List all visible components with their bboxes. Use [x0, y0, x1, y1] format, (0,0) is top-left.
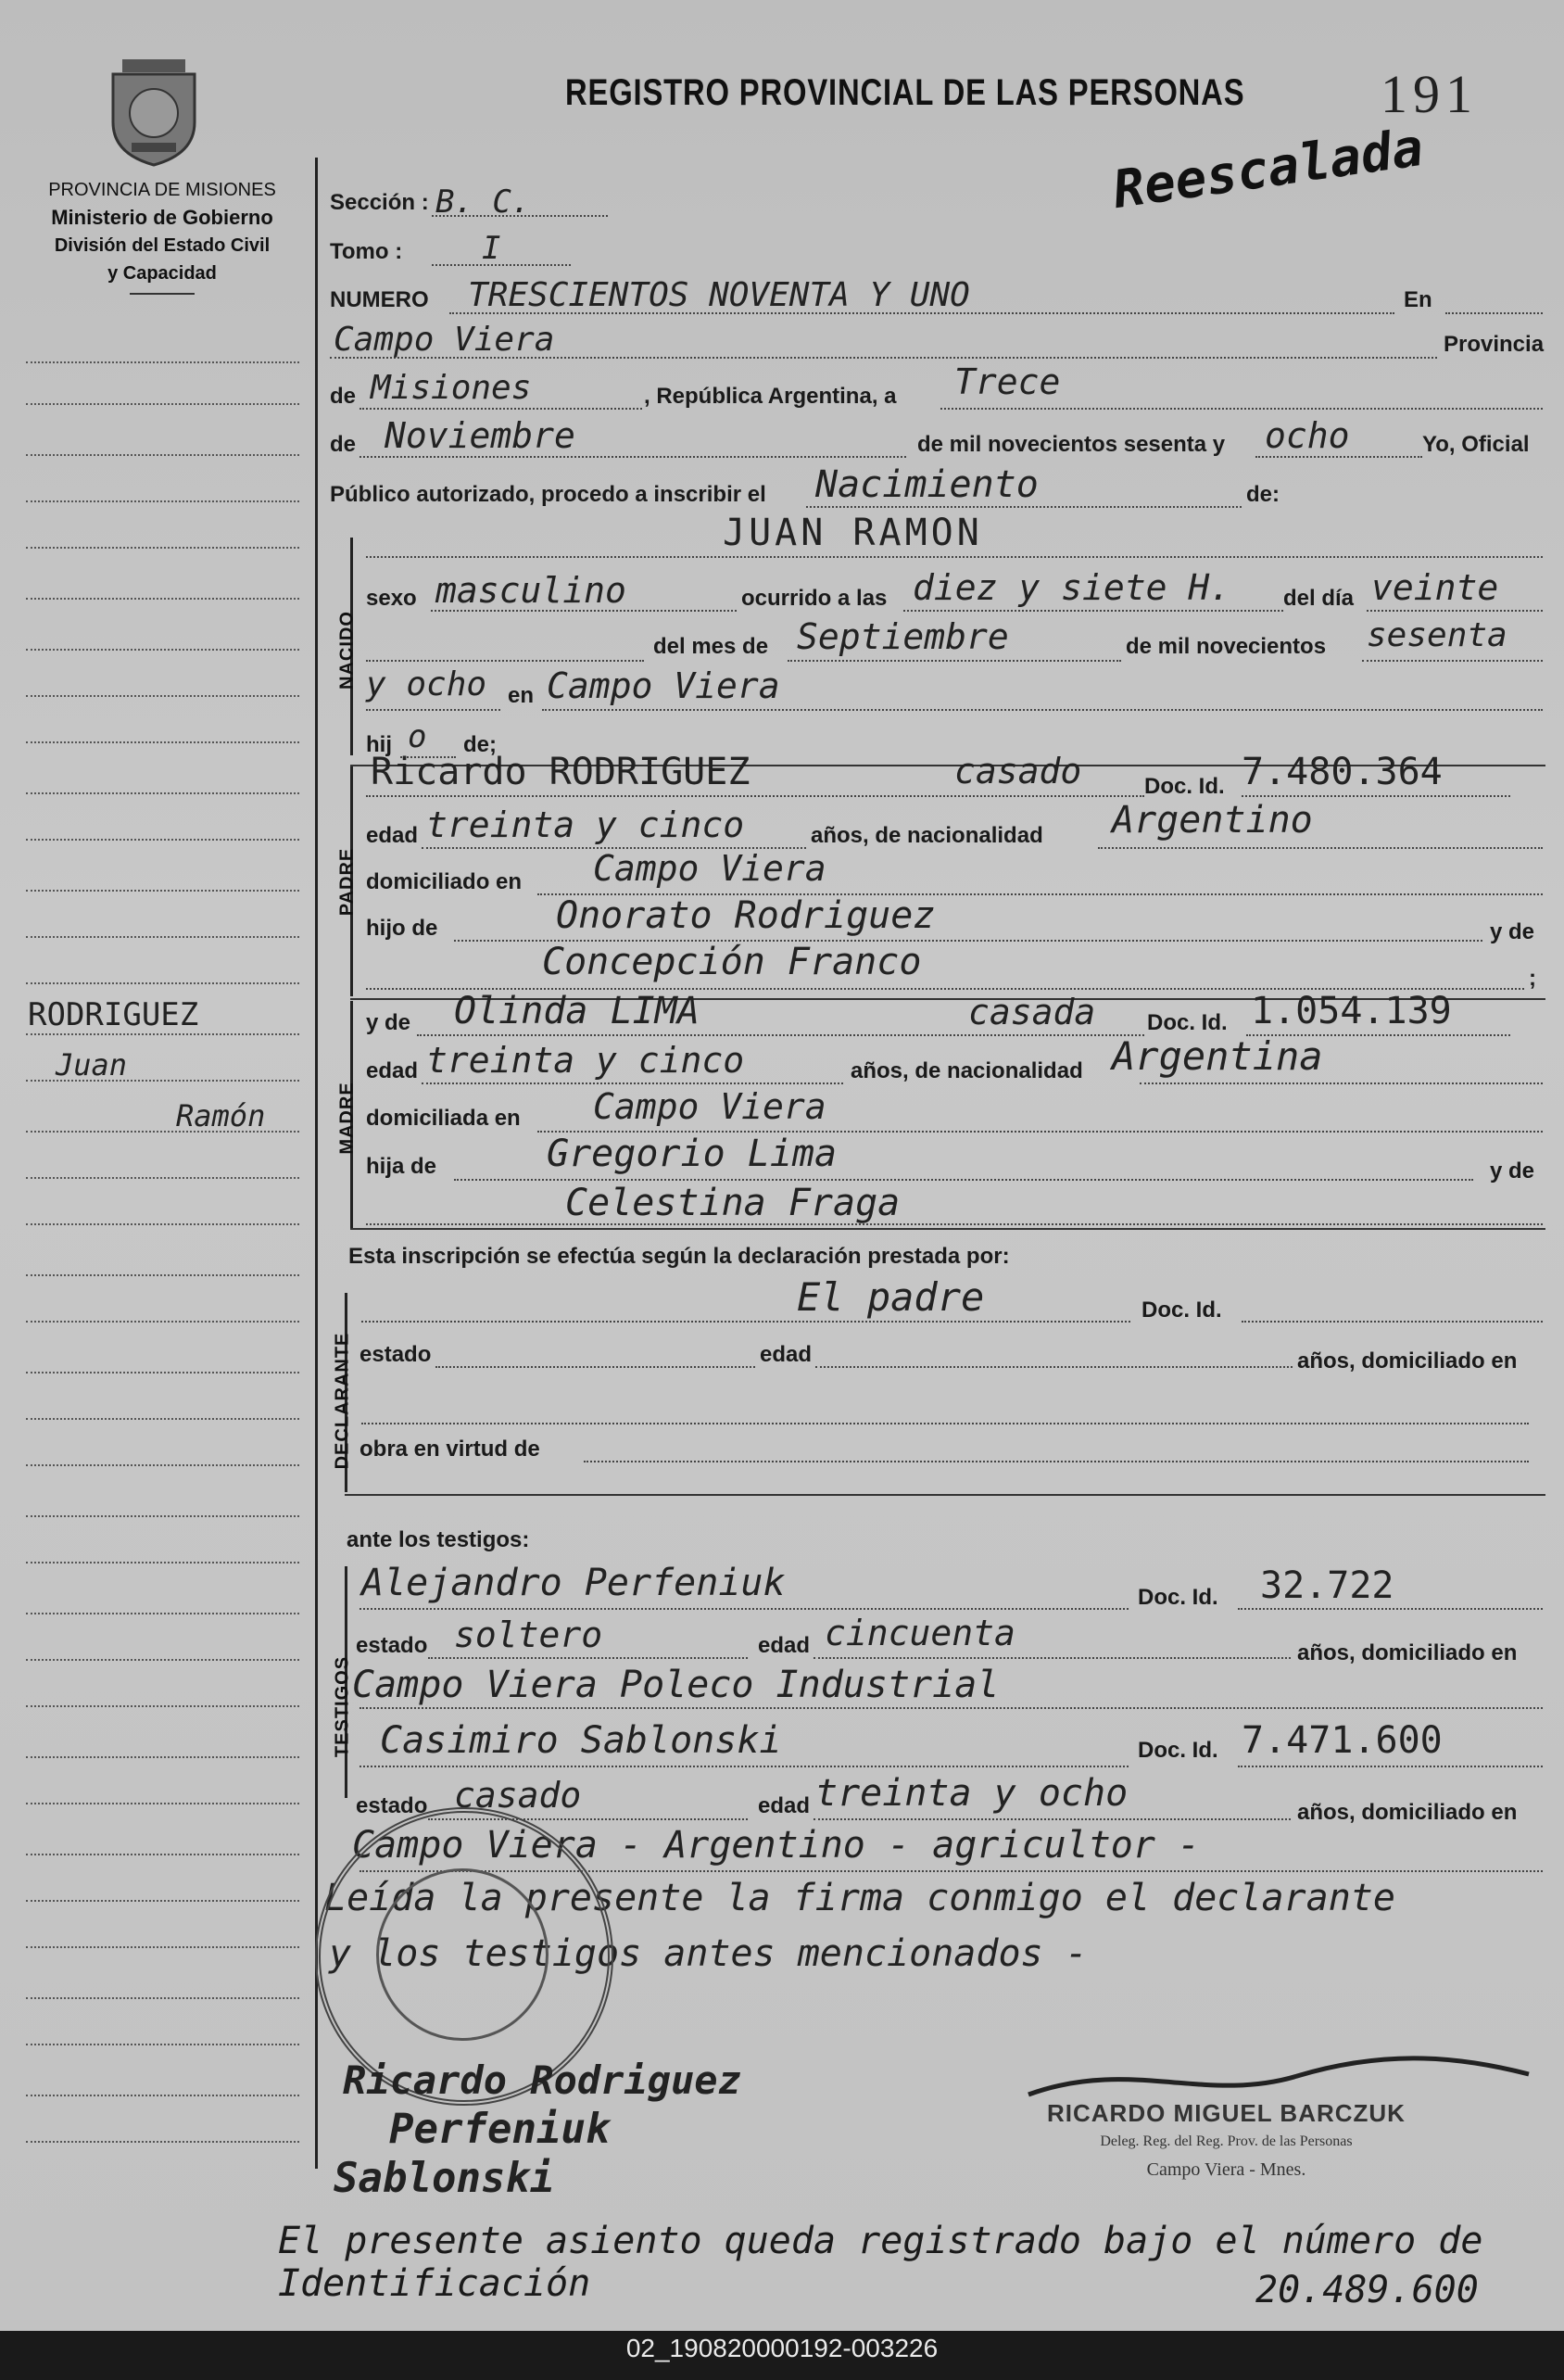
declarante-estado-label: estado — [359, 1342, 432, 1367]
madre-section-label: MADRE — [336, 1082, 358, 1155]
mes-value: Septiembre — [797, 616, 1009, 657]
de2-label: de — [330, 432, 357, 457]
testigo2-estado-label: estado — [356, 1793, 428, 1818]
padre-hijo-label: hijo de — [366, 916, 438, 941]
testigos-section-label: TESTIGOS — [332, 1655, 353, 1758]
ministry-name: Ministerio de Gobierno — [51, 206, 273, 229]
mes-label: del mes de — [653, 634, 769, 659]
testigo2-domicilio: Campo Viera - Argentino - agricultor - — [352, 1824, 1201, 1867]
madre-nacionalidad: Argentina — [1112, 1033, 1323, 1079]
declarante-obra-label: obra en virtud de — [359, 1437, 540, 1462]
testigo2-estado: casado — [454, 1775, 582, 1816]
signature-testigo-2: Sablonski — [334, 2155, 555, 2202]
madre-estado: casada — [968, 992, 1096, 1032]
padre-dom-label: domiciliado en — [366, 869, 523, 894]
margin-second-name: Ramón — [176, 1098, 266, 1133]
anio-value-1: sesenta — [1367, 616, 1507, 654]
margin-first-name: Juan — [56, 1047, 128, 1082]
closing-line-1: Leída la presente la firma conmigo el declarante — [324, 1877, 1395, 1919]
madre-y-de-label: y de — [366, 1010, 411, 1035]
seccion-value: B. C. — [435, 184, 531, 221]
padre-madre: Concepción Franco — [542, 941, 922, 983]
madre-hija-label: hija de — [366, 1154, 437, 1179]
ministry-heading — [9, 176, 315, 295]
oficial-label: Yo, Oficial — [1422, 432, 1530, 457]
page-number: 191 — [1381, 64, 1478, 124]
testigo2-edad: treinta y ocho — [815, 1772, 1129, 1815]
margin-rule — [315, 158, 318, 2169]
padre-nac-label: años, de nacionalidad — [811, 823, 1043, 848]
testigo1-domicilio: Campo Viera Poleco Industrial — [352, 1664, 1000, 1706]
madre-edad: treinta y cinco — [426, 1040, 745, 1081]
seal-inner-ring — [376, 1868, 549, 2041]
footer-note: El presente asiento queda registrado bajo el número de Identificación — [278, 2220, 1483, 2305]
dia-value: veinte — [1371, 567, 1499, 608]
reescalada-annotation: Reescalada — [1109, 117, 1428, 222]
tomo-value: I — [482, 230, 501, 267]
publico-label: Público autorizado, procedo a inscribir el — [330, 482, 766, 507]
testigo2-anios-label: años, domiciliado en — [1297, 1800, 1518, 1825]
madre-nac-label: años, de nacionalidad — [851, 1058, 1083, 1083]
province-value: Misiones — [371, 369, 532, 407]
month-value: Noviembre — [385, 415, 575, 456]
sexo-label: sexo — [366, 586, 417, 611]
ministry-province: PROVINCIA DE MISIONES — [48, 180, 276, 200]
margin-surname: RODRIGUEZ — [28, 996, 199, 1033]
madre-madre: Celestina Fraga — [565, 1182, 901, 1224]
en-label: En — [1404, 287, 1432, 312]
year-label: de mil novecientos sesenta y — [917, 432, 1226, 457]
madre-domicilio: Campo Viera — [593, 1086, 826, 1127]
de3-label: de: — [1246, 482, 1280, 507]
en-label: en — [508, 683, 535, 708]
declarante-edad-label: edad — [760, 1342, 813, 1367]
lugar-value: Campo Viera — [547, 665, 780, 706]
declarante-anios-label: años, domiciliado en — [1297, 1348, 1518, 1374]
testigo1-doc-label: Doc. Id. — [1138, 1585, 1218, 1610]
de-label: de; — [463, 732, 497, 757]
nacido-name: JUAN RAMON — [723, 512, 983, 554]
nacido-section-label: NACIDO — [336, 611, 358, 690]
sexo-value: masculino — [435, 570, 626, 611]
padre-domicilio: Campo Viera — [593, 848, 826, 889]
padre-name: Ricardo RODRIGUEZ — [371, 751, 750, 793]
declarante-intro: Esta inscripción se efectúa según la declaración prestada por: — [348, 1244, 1010, 1269]
padre-doc: 7.480.364 — [1242, 751, 1443, 793]
footer-id-number: 20.489.600 — [1255, 2269, 1479, 2311]
anio-value-2: y ocho — [366, 665, 487, 703]
declarante-name: El padre — [797, 1274, 985, 1320]
padre-padre: Onorato Rodriguez — [556, 894, 936, 937]
signature-testigo-1: Perfeniuk — [389, 2106, 611, 2153]
madre-y-de-label: y de — [1490, 1158, 1535, 1184]
official-title: Deleg. Reg. del Reg. Prov. de las Personas — [1100, 2133, 1353, 2149]
testigo1-estado-label: estado — [356, 1633, 428, 1658]
ocurrido-label: ocurrido a las — [741, 586, 888, 611]
padre-y-de-label: y de — [1490, 919, 1535, 944]
seccion-label: Sección : — [330, 190, 429, 215]
tomo-label: Tomo : — [330, 239, 403, 264]
padre-doc-label: Doc. Id. — [1144, 774, 1225, 799]
padre-section-label: PADRE — [336, 847, 358, 917]
testigo1-edad: cincuenta — [825, 1613, 1015, 1653]
mil-label: de mil novecientos — [1126, 634, 1327, 659]
testigo1-name: Alejandro Perfeniuk — [361, 1562, 786, 1604]
testigo2-doc-label: Doc. Id. — [1138, 1738, 1218, 1763]
numero-value: TRESCIENTOS NOVENTA Y UNO — [468, 276, 970, 314]
ministry-division: División del Estado Civil — [54, 235, 271, 256]
testigo2-doc: 7.471.600 — [1242, 1719, 1443, 1762]
provincia-label: Provincia — [1444, 332, 1545, 357]
republica-label: , República Argentina, a — [644, 384, 897, 409]
divider — [130, 293, 195, 295]
divider — [350, 1228, 1545, 1230]
official-name: RICARDO MIGUEL BARCZUK — [1047, 2099, 1406, 2127]
day-value: Trece — [954, 361, 1061, 402]
place-value: Campo Viera — [334, 321, 555, 359]
padre-edad-label: edad — [366, 823, 419, 848]
madre-dom-label: domiciliada en — [366, 1106, 521, 1131]
ministry-capacity: y Capacidad — [107, 263, 217, 284]
provincial-crest-icon — [104, 57, 204, 167]
del-dia-label: del día — [1283, 586, 1355, 611]
numero-label: NUMERO — [330, 287, 429, 312]
closing-line-2: y los testigos antes mencionados - — [329, 1932, 1088, 1975]
padre-nacionalidad: Argentino — [1112, 799, 1313, 842]
image-caption: 02_190820000192-003226 — [625, 2334, 939, 2362]
de-label: de — [330, 384, 357, 409]
hij-value: o — [408, 718, 427, 755]
official-block — [1047, 2099, 1406, 2181]
padre-edad: treinta y cinco — [426, 804, 745, 845]
testigos-intro: ante los testigos: — [347, 1527, 530, 1552]
hora-value: diez y siete H. — [913, 567, 1231, 608]
padre-estado: casado — [954, 751, 1082, 791]
testigo2-edad-label: edad — [758, 1793, 811, 1818]
madre-name: Olinda LIMA — [454, 990, 700, 1032]
page-title: REGISTRO PROVINCIAL DE LAS PERSONAS — [565, 72, 1245, 113]
divider — [345, 1494, 1545, 1496]
declarante-section-label: DECLARANTE — [332, 1332, 353, 1470]
madre-edad-label: edad — [366, 1058, 419, 1083]
testigo1-edad-label: edad — [758, 1633, 811, 1658]
year-value: ocho — [1265, 415, 1350, 456]
testigo1-estado: soltero — [454, 1614, 603, 1655]
declarante-doc-label: Doc. Id. — [1141, 1298, 1222, 1323]
madre-doc: 1.054.139 — [1251, 990, 1452, 1032]
testigo2-name: Casimiro Sablonski — [380, 1719, 782, 1762]
testigo1-doc: 32.722 — [1260, 1564, 1394, 1607]
hij-label: hij — [366, 732, 392, 757]
madre-padre: Gregorio Lima — [547, 1133, 838, 1175]
act-value: Nacimiento — [815, 463, 1039, 506]
official-place: Campo Viera - Mnes. — [1146, 2159, 1306, 2180]
madre-doc-label: Doc. Id. — [1147, 1010, 1228, 1035]
signature-declarante: Ricardo Rodriguez — [343, 2057, 741, 2103]
testigo1-anios-label: años, domiciliado en — [1297, 1640, 1518, 1665]
semicolon: ; — [1529, 966, 1536, 991]
